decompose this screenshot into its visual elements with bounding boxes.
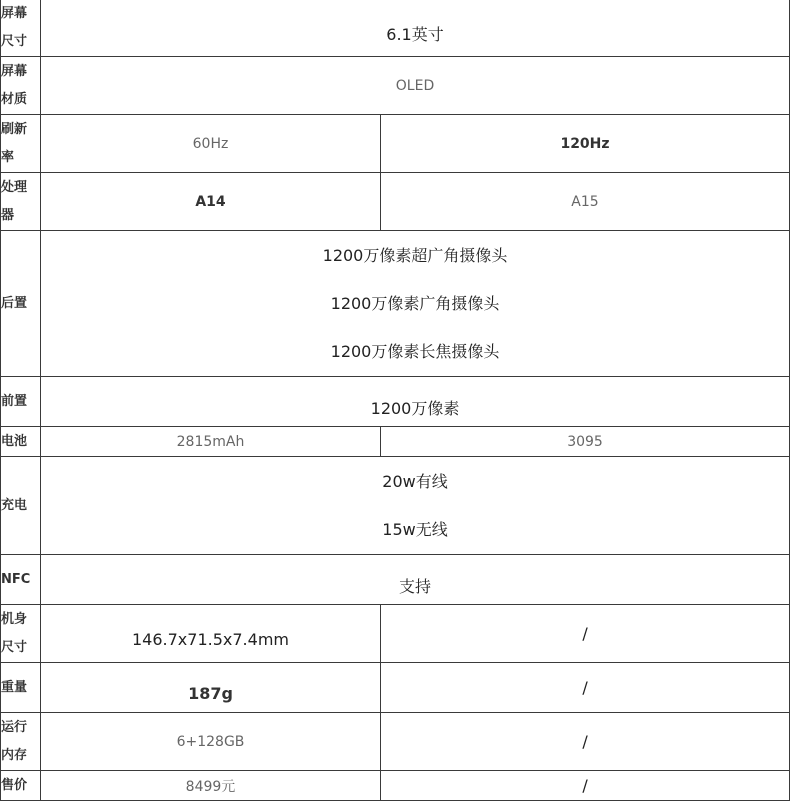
row-label: 前置 bbox=[1, 377, 41, 427]
rear-camera-line: 1200万像素长焦摄像头 bbox=[330, 341, 500, 361]
refresh-rate-right: 120Hz bbox=[381, 115, 790, 173]
row-label: NFC bbox=[1, 555, 41, 605]
table-row bbox=[1, 57, 790, 115]
charging-line: 15w无线 bbox=[382, 519, 448, 539]
table-row bbox=[1, 0, 790, 57]
table-row bbox=[1, 231, 790, 377]
ram-left: 6+128GB bbox=[41, 713, 381, 771]
weight-right: / bbox=[381, 663, 790, 713]
table-row bbox=[1, 457, 790, 555]
table-row bbox=[1, 115, 790, 173]
row-label: 充电 bbox=[1, 457, 41, 555]
processor-left: A14 bbox=[41, 173, 381, 231]
weight-left: 187g bbox=[41, 663, 381, 713]
price-right: / bbox=[381, 771, 790, 801]
row-label: 后置 bbox=[1, 231, 41, 377]
table-row bbox=[1, 173, 790, 231]
rear-camera-line: 1200万像素广角摄像头 bbox=[330, 293, 500, 313]
row-label: 屏幕 材质 bbox=[1, 57, 41, 115]
charging-value bbox=[41, 457, 790, 555]
front-camera-value: 1200万像素 bbox=[41, 377, 790, 427]
rear-camera-line: 1200万像素超广角摄像头 bbox=[322, 245, 508, 265]
row-label: 电池 bbox=[1, 427, 41, 457]
screen-size-value: 6.1英寸 bbox=[41, 0, 790, 57]
table-row bbox=[1, 663, 790, 713]
table-row bbox=[1, 713, 790, 771]
charging-line: 20w有线 bbox=[382, 471, 448, 491]
row-label: 刷新 率 bbox=[1, 115, 41, 173]
row-label: 运行 内存 bbox=[1, 713, 41, 771]
ram-right: / bbox=[381, 713, 790, 771]
rear-camera-value bbox=[41, 231, 790, 377]
row-label: 重量 bbox=[1, 663, 41, 713]
battery-left: 2815mAh bbox=[41, 427, 381, 457]
table-row bbox=[1, 377, 790, 427]
table-row bbox=[1, 771, 790, 801]
screen-material-value: OLED bbox=[41, 57, 790, 115]
row-label: 售价 bbox=[1, 771, 41, 801]
body-size-left: 146.7x71.5x7.4mm bbox=[41, 605, 381, 663]
row-label: 处理 器 bbox=[1, 173, 41, 231]
price-left: 8499元 bbox=[41, 771, 381, 801]
table-row bbox=[1, 555, 790, 605]
refresh-rate-left: 60Hz bbox=[41, 115, 381, 173]
row-label: 屏幕 尺寸 bbox=[1, 0, 41, 57]
nfc-value: 支持 bbox=[41, 555, 790, 605]
row-label: 机身 尺寸 bbox=[1, 605, 41, 663]
battery-right: 3095 bbox=[381, 427, 790, 457]
table-row bbox=[1, 605, 790, 663]
processor-right: A15 bbox=[381, 173, 790, 231]
table-row bbox=[1, 427, 790, 457]
body-size-right: / bbox=[381, 605, 790, 663]
